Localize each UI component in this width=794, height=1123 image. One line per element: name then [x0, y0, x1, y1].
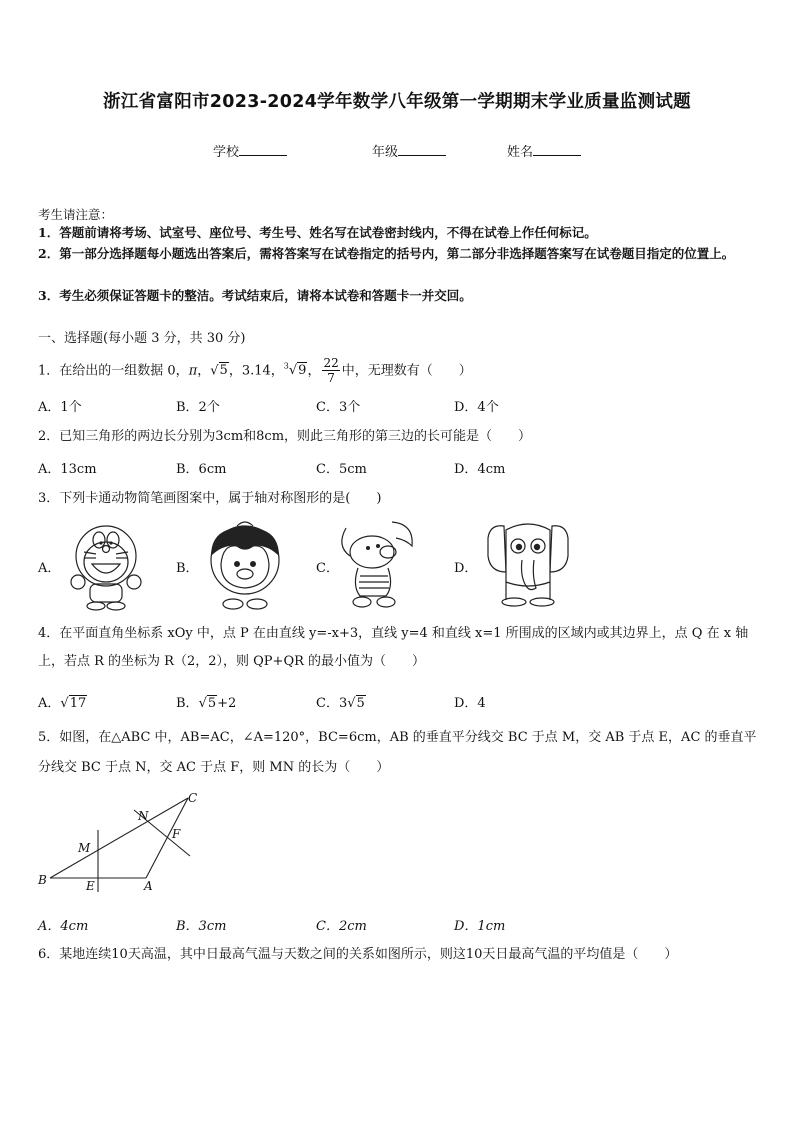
question-1	[38, 352, 760, 386]
q1-option-c[interactable]: C．3个	[316, 400, 361, 415]
q4-option-a-sqrt: √17	[60, 696, 87, 711]
school-label: 学校	[213, 145, 240, 160]
label-b: B	[38, 873, 47, 887]
q1-pi: π	[188, 363, 198, 379]
question-4-line-2: 上，若点 R 的坐标为 R（2，2），则 QP+QR 的最小值为（ ）	[38, 654, 426, 669]
q2-option-d[interactable]: D．4cm	[454, 462, 506, 477]
grade-label: 年级	[372, 145, 399, 160]
name-field	[507, 141, 581, 160]
q1-option-a[interactable]: A．1个	[38, 400, 82, 415]
q4-option-c-prefix: C．3	[316, 696, 348, 711]
q4-option-a[interactable]	[38, 692, 87, 711]
grade-blank[interactable]	[398, 143, 446, 156]
q1-cbrt9: $^3$√9	[283, 362, 307, 379]
q2-option-c[interactable]: C．5cm	[316, 462, 367, 477]
elephant-cartoon-image[interactable]	[480, 516, 576, 612]
label-n: N	[138, 809, 149, 823]
question-5-line-1: 5．如图，在△ABC 中，AB=AC，∠A=120°，BC=6cm，AB 的垂直平分线交 BC 于点 M，交 AB 于点 E，AC 的垂直平	[38, 730, 757, 745]
label-c: C	[188, 791, 198, 805]
question-4-line-1: 4．在平面直角坐标系 xOy 中，点 P 在由直线 y=-x+3，直线 y=4 和直线 x=1 所围成的区域内或其边界上，点 Q 在 x 轴	[38, 626, 749, 641]
q5-option-a[interactable]: A．4cm	[38, 919, 89, 934]
q4-option-c-sqrt: √5	[347, 696, 365, 711]
question-2: 2．已知三角形的两边长分别为3cm和8cm，则此三角形的第三边的长可能是（ ）	[38, 429, 532, 444]
question-5-line-2: 分线交 BC 于点 N，交 AC 于点 F，则 MN 的长为（ ）	[38, 760, 390, 775]
q1-frac-den: 7	[327, 371, 335, 386]
question-3: 3．下列卡通动物简笔画图案中，属于轴对称图形的是( )	[38, 491, 382, 506]
label-a: A	[144, 879, 153, 893]
q4-option-a-prefix: A．	[38, 696, 61, 711]
penguin-cartoon-image[interactable]	[197, 516, 293, 612]
notice-item-2: 2．第一部分选择题每小题选出答案后，需将答案写在试卷指定的括号内，第二部分非选择题答案写在试卷题目指定的位置上。	[38, 246, 735, 261]
q5-option-d[interactable]: D．1cm	[454, 919, 506, 934]
label-f: F	[172, 827, 181, 841]
grade-field	[372, 141, 446, 160]
q4-option-b-suffix: +2	[217, 696, 237, 711]
q3-option-d-label[interactable]: D．	[454, 561, 478, 576]
q4-option-c[interactable]	[316, 692, 366, 711]
q3-option-c-label[interactable]: C．	[316, 561, 339, 576]
q1-frac-num: 22	[323, 356, 339, 371]
q1-sep2: ，	[307, 363, 321, 379]
q5-option-c[interactable]: C．2cm	[316, 919, 367, 934]
q1-mid: ，3.14，	[228, 363, 284, 379]
label-m: M	[78, 841, 91, 855]
notice-item-3: 3．考生必须保证答题卡的整洁。考试结束后，请将本试卷和答题卡一并交回。	[38, 288, 472, 303]
q1-option-d[interactable]: D．4个	[454, 400, 499, 415]
q1-cbrt-radicand: 9	[298, 363, 307, 379]
q4-option-b-sqrt: √5	[198, 696, 217, 711]
q1-fraction	[322, 356, 339, 385]
page-title: 浙江省富阳市2023-2024学年数学八年级第一学期期末学业质量监测试题	[103, 92, 691, 112]
triangle-figure	[30, 786, 210, 896]
name-blank[interactable]	[533, 143, 581, 156]
label-e: E	[86, 879, 95, 893]
q1-cbrt-index: 3	[283, 362, 289, 371]
question-6: 6．某地连续10天高温，其中日最高气温与天数之间的关系如图所示，则这10天日最高气温的平均值是（ ）	[38, 947, 678, 962]
q1-option-b[interactable]: B．2个	[176, 400, 220, 415]
doraemon-cartoon-image[interactable]	[58, 516, 154, 612]
notice-item-1: 1．答题前请将考场、试室号、座位号、考生号、姓名写在试卷密封线内，不得在试卷上作任何标记。	[38, 225, 597, 240]
q4-option-b-radicand: 5	[207, 696, 217, 711]
q1-sqrt5-radicand: 5	[219, 363, 228, 379]
q4-option-d[interactable]: D．4	[454, 696, 486, 711]
notice-heading: 考生请注意：	[38, 207, 114, 222]
piglet-cartoon-image[interactable]	[330, 516, 426, 612]
q1-prefix: 1．在给出的一组数据 0，	[38, 363, 189, 379]
q2-option-b[interactable]: B．6cm	[176, 462, 227, 477]
q1-suffix: 中，无理数有（ ）	[341, 363, 472, 379]
q1-sep: ，	[197, 363, 211, 379]
q3-option-b-label[interactable]: B．	[176, 561, 199, 576]
q1-sqrt5: √5	[210, 363, 228, 379]
school-field	[213, 141, 287, 160]
q2-option-a[interactable]: A．13cm	[38, 462, 97, 477]
school-blank[interactable]	[239, 143, 287, 156]
section-heading: 一、选择题(每小题 3 分，共 30 分)	[38, 331, 246, 346]
q5-option-b[interactable]: B．3cm	[176, 919, 227, 934]
q4-option-a-radicand: 17	[69, 696, 87, 711]
q3-option-a-label[interactable]: A．	[38, 561, 61, 576]
q4-option-b-prefix: B．	[176, 696, 199, 711]
q4-option-c-radicand: 5	[356, 696, 365, 711]
name-label: 姓名	[507, 145, 534, 160]
q4-option-b[interactable]	[176, 692, 236, 711]
